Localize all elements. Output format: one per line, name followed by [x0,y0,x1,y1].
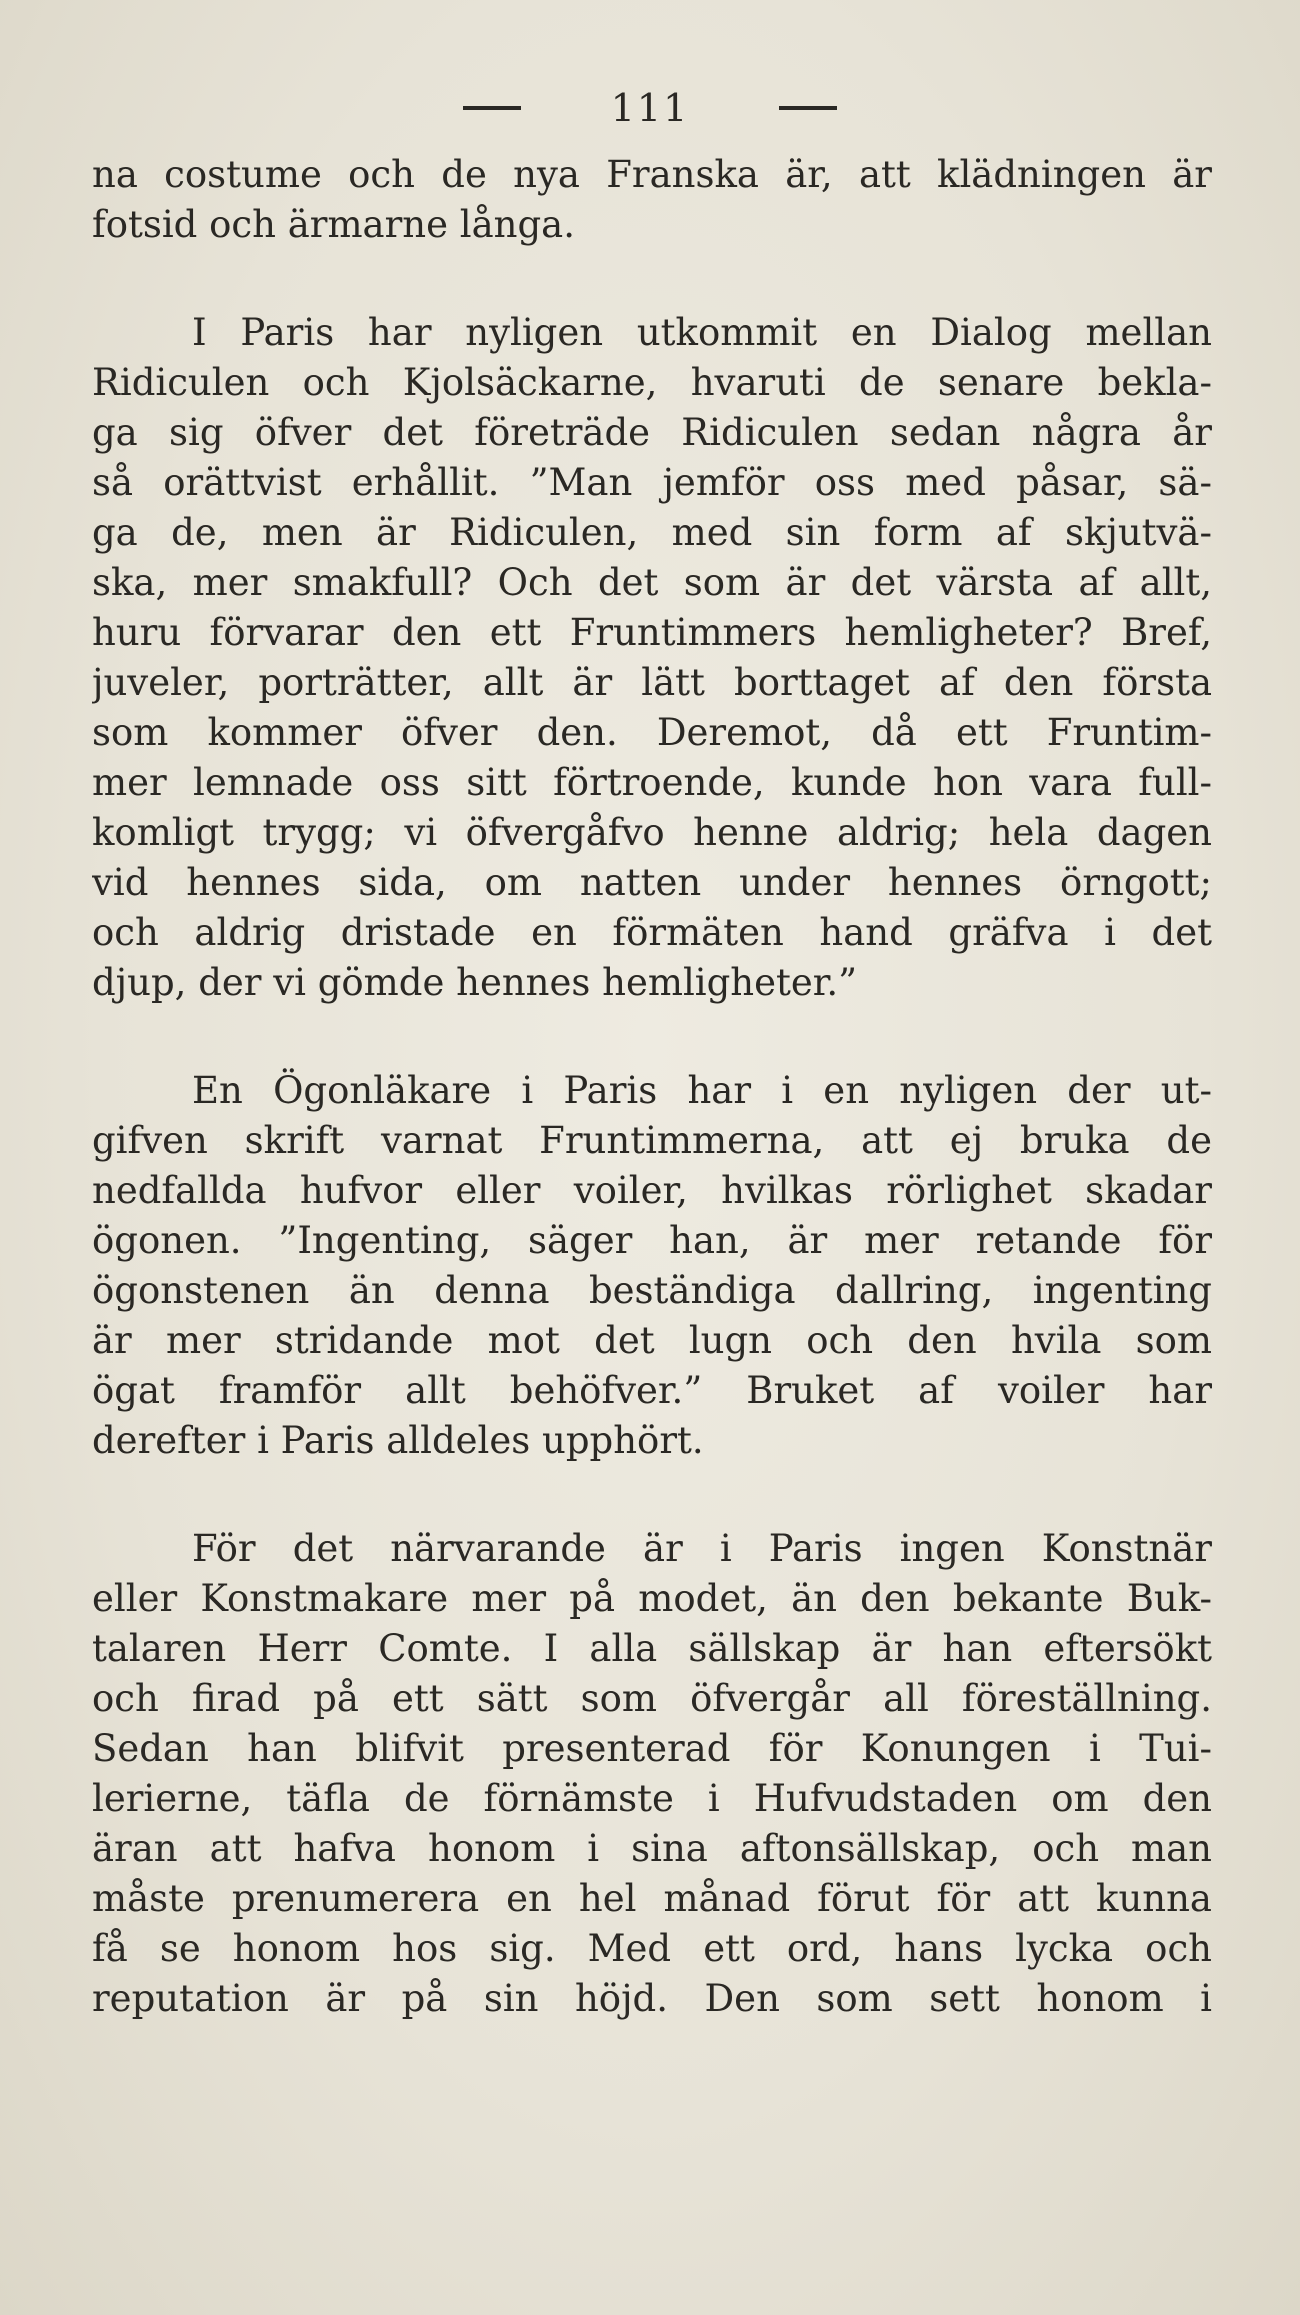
paragraph [92,150,1212,250]
body-text [92,150,1212,2024]
text-line: komligt trygg; vi öfvergåfvo henne aldrig; hela dagen [92,811,1212,854]
text-line: lerierne, täfla de förnämste i Hufvudstaden om den [92,1777,1212,1820]
text-line: derefter i Paris alldeles upphört. [92,1419,704,1462]
text-line: så orättvist erhållit. ”Man jemför oss med påsar, sä- [92,461,1212,504]
text-line: nedfallda hufvor eller voiler, hvilkas rörlighet skadar [92,1169,1212,1212]
text-line: och aldrig dristade en förmäten hand gräfva i det [92,911,1212,954]
text-line: huru förvarar den ett Fruntimmers hemligheter? Bref, [92,611,1212,654]
text-line: Sedan han blifvit presenterad för Konungen i Tui- [92,1727,1212,1770]
text-line: fotsid och ärmarne långa. [92,203,575,246]
text-line: ögat framför allt behöfver.” Bruket af voiler har [92,1369,1212,1412]
text-line: talaren Herr Comte. I alla sällskap är han eftersökt [92,1627,1212,1670]
text-line: En Ögonläkare i Paris har i en nyligen der ut- [192,1069,1212,1112]
text-line: ögonen. ”Ingenting, säger han, är mer retande för [92,1219,1212,1262]
header-left-dash [463,106,521,110]
text-line: som kommer öfver den. Deremot, då ett Fruntim- [92,711,1212,754]
header-right-dash [779,106,837,110]
text-line: vid hennes sida, om natten under hennes örngott; [92,861,1212,904]
text-line: reputation är på sin höjd. Den som sett honom i [92,1977,1212,2020]
paragraph [92,308,1212,1008]
text-line: ga sig öfver det företräde Ridiculen sedan några år [92,411,1212,454]
text-line: gifven skrift varnat Fruntimmerna, att ej bruka de [92,1119,1212,1162]
page-header [0,78,1300,138]
text-line: är mer stridande mot det lugn och den hvila som [92,1319,1212,1362]
text-line: ska, mer smakfull? Och det som är det värsta af allt, [92,561,1212,604]
text-line: måste prenumerera en hel månad förut för att kunna [92,1877,1212,1920]
text-line: eller Konstmakare mer på modet, än den bekante Buk- [92,1577,1212,1620]
text-line: na costume och de nya Franska är, att klädningen är [92,153,1212,196]
text-line: och firad på ett sätt som öfvergår all föreställning. [92,1677,1212,1720]
text-line: ögonstenen än denna beständiga dallring, ingenting [92,1269,1212,1312]
text-line: ga de, men är Ridiculen, med sin form af skjutvä- [92,511,1212,554]
text-line: äran att hafva honom i sina aftonsällskap, och man [92,1827,1212,1870]
page-number: 111 [610,86,690,130]
text-line: Ridiculen och Kjolsäckarne, hvaruti de senare bekla- [92,361,1212,404]
text-line: djup, der vi gömde hennes hemligheter.” [92,961,858,1004]
text-line: få se honom hos sig. Med ett ord, hans lycka och [92,1927,1212,1970]
paragraph [92,1066,1212,1466]
paragraph [92,1524,1212,2024]
text-line: mer lemnade oss sitt förtroende, kunde hon vara full- [92,761,1212,804]
text-line: I Paris har nyligen utkommit en Dialog mellan [192,311,1212,354]
text-line: juveler, porträtter, allt är lätt borttaget af den första [92,661,1212,704]
text-line: För det närvarande är i Paris ingen Konstnär [192,1527,1212,1570]
